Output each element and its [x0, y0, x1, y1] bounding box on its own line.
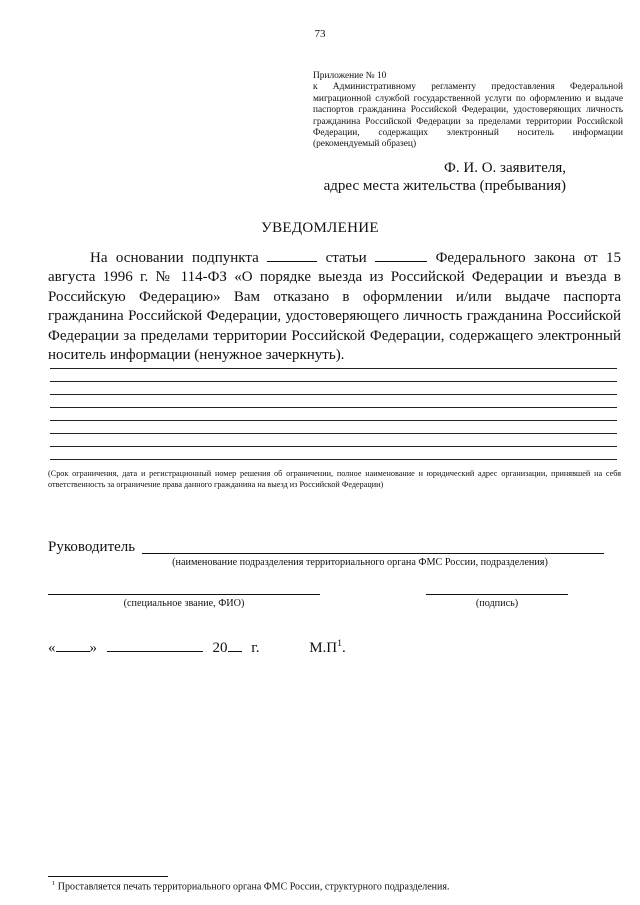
- signature-caption: (подпись): [475, 598, 519, 609]
- rank-name-caption: (специальное звание, ФИО): [123, 598, 245, 609]
- head-unit-field[interactable]: [142, 553, 604, 554]
- signature-field[interactable]: [426, 594, 568, 595]
- restriction-line[interactable]: [50, 446, 617, 447]
- stamp-footnote-ref: 1: [337, 638, 343, 649]
- year-suffix: г.: [251, 640, 260, 656]
- date-row: « » 20 г. $М.П^1$.: [48, 638, 346, 656]
- month-field[interactable]: [107, 638, 203, 652]
- notice-body: [48, 249, 621, 365]
- footnote-separator: [48, 876, 168, 877]
- appendix-text: к Административному регламенту предоставления Федеральной миграционной службой государственной услуги по оформлению и выдаче паспортов гражданина Российской Федерации, удостоверяющих личность гражданина Российской Федерации за пределами территории Российской Федерации, содержащих электронный носитель информации (рекомендуемый образец): [313, 82, 623, 150]
- rank-name-field[interactable]: [48, 594, 320, 595]
- restriction-line[interactable]: [50, 394, 617, 395]
- document-title: УВЕДОМЛЕНИЕ: [261, 220, 379, 236]
- year-field[interactable]: [228, 638, 242, 652]
- restriction-note: (Срок ограничения, дата и регистрационный номер решения об ограничении, полное наименование и юридический адрес организации, принявшей на себя ответственность за ограничение права данного гражданина на выезд из Российской Федерации): [48, 469, 621, 489]
- footnote-marker: 1: [52, 880, 56, 887]
- date-close-quote: »: [89, 640, 97, 656]
- appendix-header: [313, 71, 623, 151]
- restriction-line[interactable]: [50, 459, 617, 460]
- restriction-line[interactable]: [50, 381, 617, 382]
- head-label: Руководитель: [48, 539, 136, 555]
- applicant-address: адрес места жительства (пребывания): [323, 178, 566, 194]
- page-number: 73: [314, 28, 326, 40]
- applicant-block: [260, 159, 566, 195]
- appendix-number: Приложение № 10: [313, 71, 387, 81]
- day-field[interactable]: [56, 638, 90, 652]
- restriction-line[interactable]: [50, 433, 617, 434]
- year-prefix: 20: [212, 640, 228, 656]
- body-text-3: Федерального закона от 15 августа 1996 г. № 114-ФЗ «О порядке выезда из Российской Федерации и въезда в Российскую Федерацию» Вам отказано в оформлении и/или выдаче паспорта гражданина Российской Федерации, удостоверяющего личность гражданина Российской Федерации за пределами территории Российской Федерации, содержащего электронный носитель информации (ненужное зачеркнуть).: [48, 250, 621, 364]
- restriction-line[interactable]: [50, 407, 617, 408]
- body-text-2: статьи: [325, 250, 367, 266]
- stamp-place: М.П: [309, 640, 338, 656]
- article-blank[interactable]: [375, 249, 427, 262]
- body-text-1: На основании подпункта: [90, 250, 259, 266]
- restriction-line[interactable]: [50, 420, 617, 421]
- applicant-name: Ф. И. О. заявителя,: [444, 160, 566, 176]
- date-open-quote: «: [48, 640, 56, 656]
- footnote: [52, 880, 449, 892]
- footnote-text: Проставляется печать территориального органа ФМС России, структурного подразделения.: [57, 881, 450, 893]
- head-unit-caption: (наименование подразделения территориального органа ФМС России, подразделения): [172, 557, 548, 568]
- restriction-line[interactable]: [50, 368, 617, 369]
- subparagraph-blank[interactable]: [267, 249, 317, 262]
